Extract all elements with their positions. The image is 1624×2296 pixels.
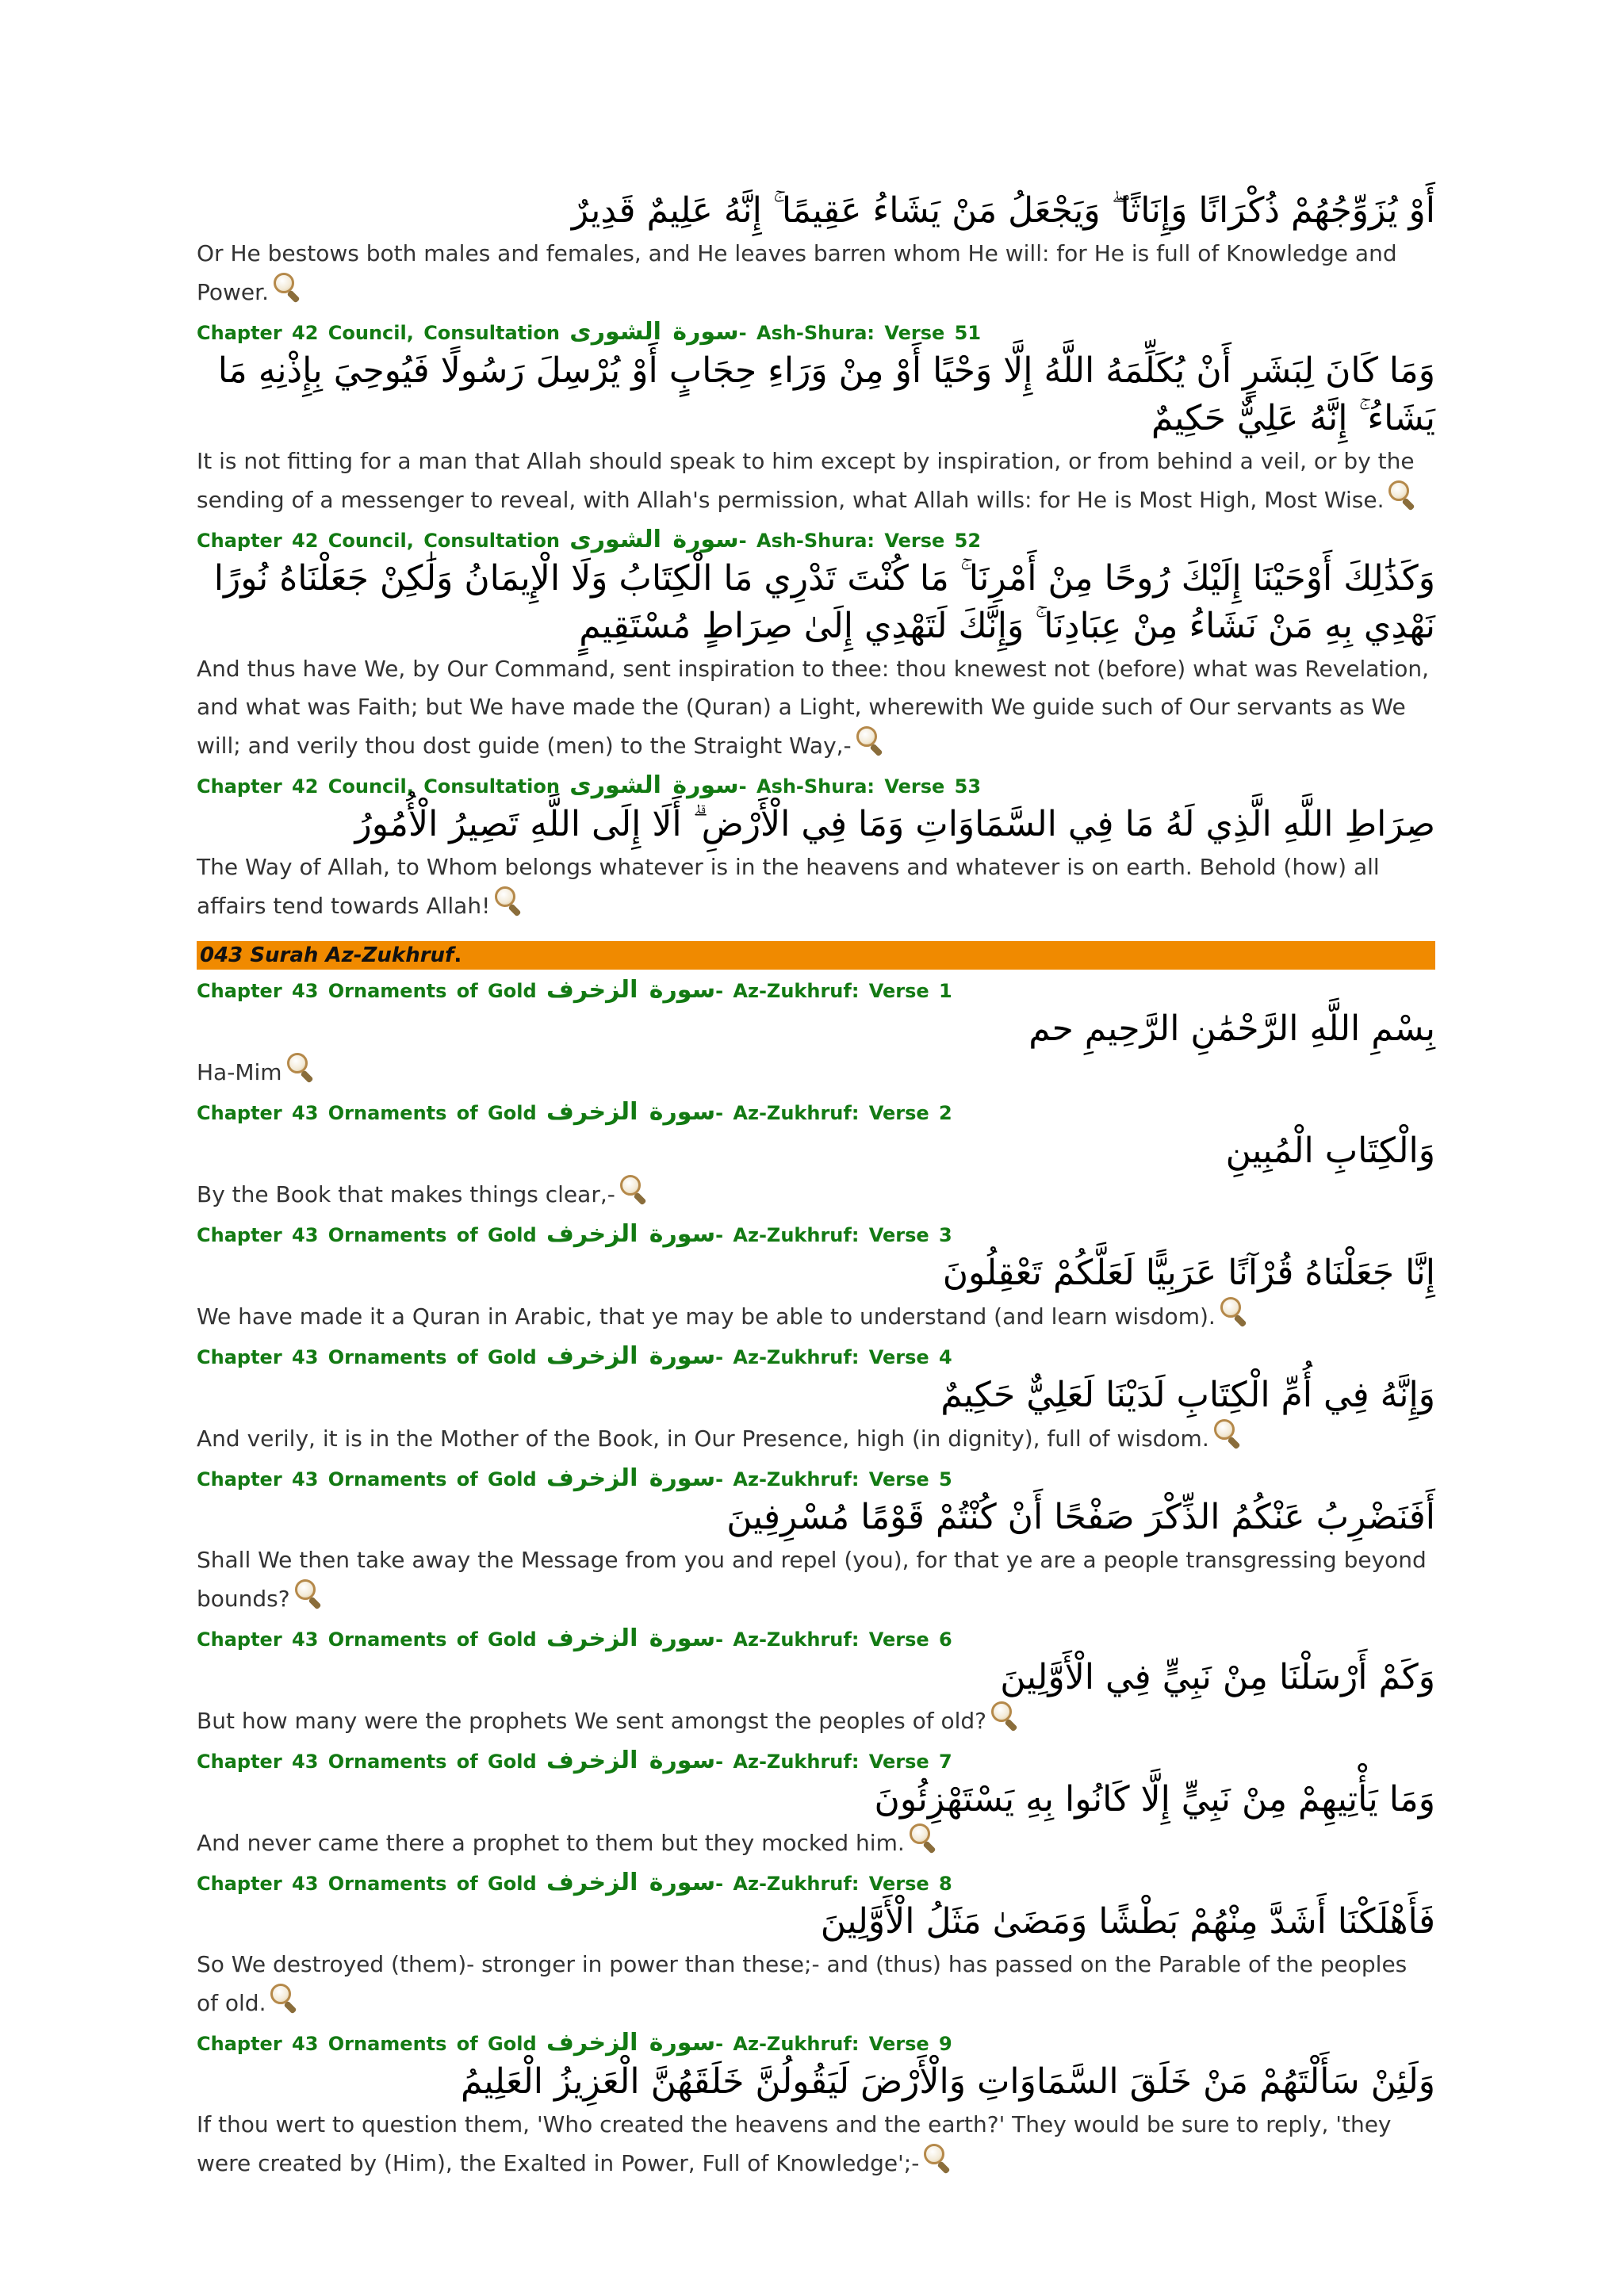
surah-title-bar: 043 Surah Az-Zukhruf. xyxy=(197,941,1435,970)
verse-header: Chapter 42 Council, Consultation سورة الشورى- Ash-Shura: Verse 51 xyxy=(197,318,982,346)
verse-header: Chapter 43 Ornaments of Gold سورة الزخرف- Az-Zukhruf: Verse 2 xyxy=(197,1098,952,1126)
verse-item xyxy=(197,526,1435,765)
translation-text: And verily, it is in the Mother of the Book, in Our Presence, high (in dignity), full of wisdom. xyxy=(197,1419,1435,1458)
magnifier-icon[interactable] xyxy=(1387,480,1414,511)
surah-42-verse-list xyxy=(197,318,1435,925)
verse-header: Chapter 43 Ornaments of Gold سورة الزخرف- Az-Zukhruf: Verse 5 xyxy=(197,1464,952,1492)
quran-page xyxy=(197,187,1435,2189)
magnifier-icon[interactable] xyxy=(1219,1297,1246,1327)
translation-text: And never came there a prophet to them but they mocked him. xyxy=(197,1823,1435,1862)
verse-header: Chapter 42 Council, Consultation سورة الشورى- Ash-Shura: Verse 53 xyxy=(197,771,982,799)
translation-text: But how many were the prophets We sent amongst the peoples of old? xyxy=(197,1701,1435,1740)
arabic-text: وَإِنَّهُ فِي أُمِّ الْكِتَابِ لَدَيْنَا لَعَلِيٌّ حَكِيمٌ xyxy=(940,1375,1435,1415)
arabic-text: أَوْ يُزَوِّجُهُمْ ذُكْرَانًا وَإِنَاثًا ۖ وَيَجْعَلُ مَنْ يَشَاءُ عَقِيمًا ۚ إِنَّهُ عَلِيمٌ قَدِيرٌ xyxy=(571,190,1435,231)
magnifier-icon[interactable] xyxy=(619,1175,645,1205)
translation-text: Ha-Mim xyxy=(197,1053,1435,1092)
verse-item xyxy=(197,1220,1435,1336)
verse-item xyxy=(197,976,1435,1092)
verse-header: Chapter 43 Ornaments of Gold سورة الزخرف- Az-Zukhruf: Verse 1 xyxy=(197,976,952,1004)
verse-header: Chapter 43 Ornaments of Gold سورة الزخرف- Az-Zukhruf: Verse 6 xyxy=(197,1624,952,1652)
arabic-text: وَكَمْ أَرْسَلْنَا مِنْ نَبِيٍّ فِي الْأَوَّلِينَ xyxy=(1000,1657,1435,1697)
verse-item xyxy=(197,771,1435,925)
translation-text: Or He bestows both males and females, and He leaves barren whom He will: for He is full of Knowledge and Power. xyxy=(197,240,1397,305)
translation-text: It is not fitting for a man that Allah should speak to him except by inspiration, or from behind a veil, or by the sending of a messenger to reveal, with Allah's permission, what Allah wills: for He is Most High, Most Wise. xyxy=(197,448,1415,513)
arabic-text: وَكَذَٰلِكَ أَوْحَيْنَا إِلَيْكَ رُوحًا مِنْ أَمْرِنَا ۚ مَا كُنْتَ تَدْرِي مَا الْكِتَابُ وَلَا الْإِيمَانُ وَلَٰكِنْ جَعَلْنَاهُ نُورًا نَهْدِي بِهِ مَنْ نَشَاءُ مِنْ عِبَادِنَا ۚ وَإِنَّكَ لَتَهْدِي إِلَىٰ صِرَاطٍ مُسْتَقِيمٍ xyxy=(213,558,1435,646)
arabic-text: صِرَاطِ اللَّهِ الَّذِي لَهُ مَا فِي السَّمَاوَاتِ وَمَا فِي الْأَرْضِ ۗ أَلَا إِلَى اللَّهِ تَصِيرُ الْأُمُورُ xyxy=(354,804,1435,844)
verse-header: Chapter 42 Council, Consultation سورة الشورى- Ash-Shura: Verse 52 xyxy=(197,526,982,553)
magnifier-icon[interactable] xyxy=(908,1823,935,1854)
translation-text: If thou wert to question them, 'Who created the heavens and the earth?' They would be sure to reply, 'they were created by (Him), the Exalted in Power, Full of Knowledge';- xyxy=(197,2111,1392,2176)
verse-item xyxy=(197,1342,1435,1458)
translation-text: The Way of Allah, to Whom belongs whatever is in the heavens and whatever is on earth. Behold (how) all affairs tend towards Allah! xyxy=(197,854,1380,919)
verse-header: Chapter 43 Ornaments of Gold سورة الزخرف- Az-Zukhruf: Verse 9 xyxy=(197,2029,952,2057)
verse-item xyxy=(197,1464,1435,1618)
arabic-text: فَأَهْلَكْنَا أَشَدَّ مِنْهُمْ بَطْشًا وَمَضَىٰ مَثَلُ الْأَوَّلِينَ xyxy=(820,1901,1435,1942)
translation-text: Shall We then take away the Message from you and repel (you), for that ye are a people transgressing beyond bounds? xyxy=(197,1547,1427,1612)
verse-header: Chapter 43 Ornaments of Gold سورة الزخرف- Az-Zukhruf: Verse 8 xyxy=(197,1869,952,1896)
magnifier-icon[interactable] xyxy=(272,273,299,303)
translation-text: By the Book that makes things clear,- xyxy=(197,1175,1435,1214)
verse-header: Chapter 43 Ornaments of Gold سورة الزخرف- Az-Zukhruf: Verse 4 xyxy=(197,1342,952,1370)
arabic-text: وَالْكِتَابِ الْمُبِينِ xyxy=(1225,1131,1435,1171)
magnifier-icon[interactable] xyxy=(855,726,882,756)
arabic-text: وَلَئِنْ سَأَلْتَهُمْ مَنْ خَلَقَ السَّمَاوَاتِ وَالْأَرْضَ لَيَقُولُنَّ خَلَقَهُنَّ الْعَزِيزُ الْعَلِيمُ xyxy=(461,2061,1435,2102)
arabic-text: وَمَا كَانَ لِبَشَرٍ أَنْ يُكَلِّمَهُ اللَّهُ إِلَّا وَحْيًا أَوْ مِنْ وَرَاءِ حِجَابٍ أَوْ يُرْسِلَ رَسُولًا فَيُوحِيَ بِإِذْنِهِ مَا يَشَاءُ ۚ إِنَّهُ عَلِيٌّ حَكِيمٌ xyxy=(217,350,1435,438)
arabic-text: أَفَنَضْرِبُ عَنْكُمُ الذِّكْرَ صَفْحًا أَنْ كُنْتُمْ قَوْمًا مُسْرِفِينَ xyxy=(726,1497,1435,1537)
verse-item xyxy=(197,1747,1435,1862)
verse-item xyxy=(197,1098,1435,1214)
magnifier-icon[interactable] xyxy=(990,1701,1017,1732)
verse-header: Chapter 43 Ornaments of Gold سورة الزخرف- Az-Zukhruf: Verse 7 xyxy=(197,1747,952,1774)
verse-item xyxy=(197,1624,1435,1740)
magnifier-icon[interactable] xyxy=(1212,1419,1239,1449)
verse-header: Chapter 43 Ornaments of Gold سورة الزخرف- Az-Zukhruf: Verse 3 xyxy=(197,1220,952,1248)
translation-text: And thus have We, by Our Command, sent inspiration to thee: thou knewest not (before) what was Revelation, and what was Faith; but We have made the (Quran) a Light, wherewith We guide such of Our servants as We will; and verily thou dost guide (men) to the Straight Way,- xyxy=(197,656,1430,759)
verse-top xyxy=(197,187,1435,312)
arabic-text: وَمَا يَأْتِيهِمْ مِنْ نَبِيٍّ إِلَّا كَانُوا بِهِ يَسْتَهْزِئُونَ xyxy=(874,1779,1435,1820)
verse-item xyxy=(197,2029,1435,2183)
surah-43-verse-list xyxy=(197,976,1435,2183)
magnifier-icon[interactable] xyxy=(285,1053,312,1083)
verse-item xyxy=(197,1869,1435,2022)
translation-text: We have made it a Quran in Arabic, that ye may be able to understand (and learn wisdom). xyxy=(197,1297,1435,1336)
arabic-text: بِسْمِ اللَّهِ الرَّحْمَٰنِ الرَّحِيمِ حم xyxy=(1028,1008,1435,1049)
magnifier-icon[interactable] xyxy=(922,2144,949,2174)
translation-text: So We destroyed (them)- stronger in power than these;- and (thus) has passed on the Parable of the peoples of old. xyxy=(197,1951,1408,2016)
arabic-text: إِنَّا جَعَلْنَاهُ قُرْآنًا عَرَبِيًّا لَعَلَّكُمْ تَعْقِلُونَ xyxy=(942,1253,1435,1293)
verse-item xyxy=(197,318,1435,519)
magnifier-icon[interactable] xyxy=(493,886,520,916)
magnifier-icon[interactable] xyxy=(269,1984,296,2014)
magnifier-icon[interactable] xyxy=(293,1579,320,1609)
